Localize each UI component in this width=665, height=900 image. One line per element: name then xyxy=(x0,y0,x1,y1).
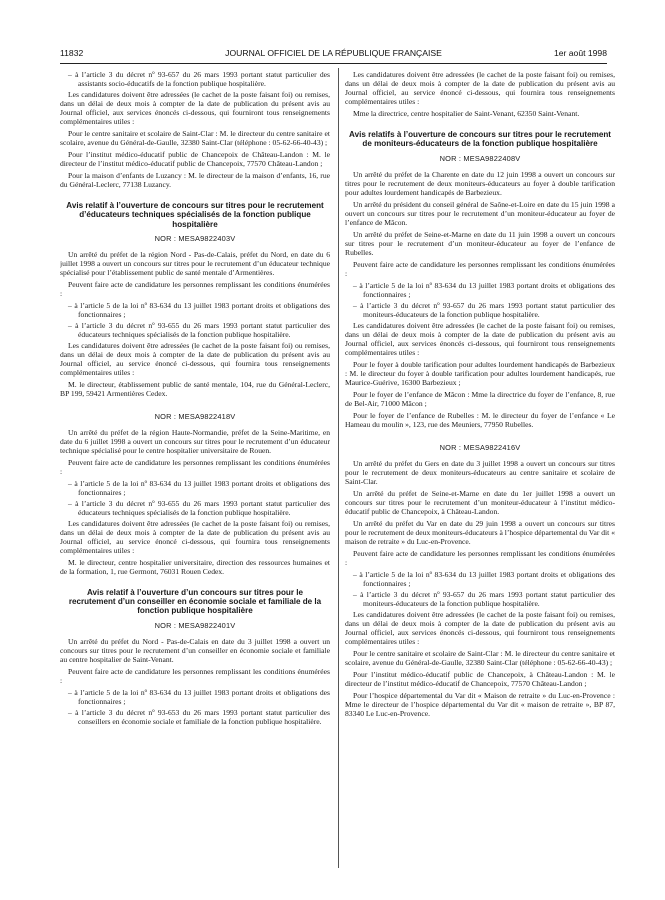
paragraph: Un arrêté du préfet du Gers en date du 3 juillet 1998 a ouvert un concours sur titres pour le recrutement de deux moniteurs-éducateurs au centre sanitaire et scolaire de Saint-Clar. xyxy=(345,458,615,486)
journal-title: JOURNAL OFFICIEL DE LA RÉPUBLIQUE FRANÇAISE xyxy=(225,48,442,58)
paragraph: Pour l’hospice départemental du Var dit « Maison de retraite » du Luc-en-Provence : Mme le directeur de l’hospice départemental du Var dit « maison de retraite », BP 87, 83340 Le Luc-en-Provence. xyxy=(345,690,615,718)
paragraph: Peuvent faire acte de candidature les personnes remplissant les conditions énumérées : xyxy=(60,457,330,476)
issue-date: 1er août 1998 xyxy=(553,48,607,58)
paragraph: Les candidatures doivent être adressées (le cachet de la poste faisant foi) ou remises, dans un délai de deux mois à compter de la date de publication du présent avis au Journal officiel, aux services énoncés ci-dessous, qui fourniront tous renseignements complémentaires utiles : xyxy=(345,320,615,357)
page-header xyxy=(60,48,607,62)
paragraph: Les candidatures doivent être adressées (le cachet de la poste faisant foi) ou remises, dans un délai de deux mois à compter de la date de publication du présent avis au Journal officiel, au service énoncé ci-dessous, qui fournira tous renseignements complémentaires utiles : xyxy=(345,70,615,106)
nor-reference: NOR : MESA9822401V xyxy=(154,620,236,630)
paragraph: Les candidatures doivent être adressées (le cachet de la poste faisant foi) ou remises, dans un délai de deux mois à compter de la date de publication du présent avis au Journal officiel, aux services énoncés ci-dessous, qui fourniront tous renseignements complémentaires utiles : xyxy=(60,90,330,126)
paragraph: Les candidatures doivent être adressées (le cachet de la poste faisant foi) ou remises, dans un délai de deux mois à compter de la date de publication du présent avis au Journal officiel, au service énoncé ci-dessous, qui fournira tous renseignements complémentaires utiles : xyxy=(60,340,330,377)
list-item: – à l’article 3 du décret nº 93-657 du 26 mars 1993 portant statut particulier des moniteurs-éducateurs de la fonction publique hospitalière. xyxy=(353,300,615,319)
page-number: 11832 xyxy=(60,48,84,58)
list-item: – à l’article 3 du décret nº 93-653 du 26 mars 1993 portant statut particulier des conseillers en économie sociale et familiale de la fonction publique hospitalière. xyxy=(68,707,330,726)
paragraph: M. le directeur, centre hospitalier universitaire, direction des ressources humaines et de la formation, 1, rue Germont, 76031 Rouen Cedex. xyxy=(60,557,330,576)
section-heading: Avis relatif à l’ouverture de concours sur titres pour le recrutement d’éducateurs techniques spécialisés de la fonction publique hospitalière xyxy=(66,201,324,229)
nor-reference: NOR : MESA9822403V xyxy=(154,233,236,243)
section-heading: Avis relatif à l’ouverture d’un concours sur titres pour le recrutement d’un conseiller en économie sociale et familiale de la fonction publique hospitalière xyxy=(68,587,322,616)
paragraph: Pour le foyer à double tarification pour adultes lourdement handicapés de Barbezieux : M. le directeur du foyer à double tarification pour adultes lourdement handicapés, rue Maurice-Guérive, 16300 Barbezieux ; xyxy=(345,359,615,387)
paragraph: Un arrêté du préfet de la région Haute-Normandie, préfet de la Seine-Maritime, en date du 6 juillet 1998 a ouvert un concours sur titres pour le recrutement d’un éducateur technique spécialisé pour le centre hospitalier universitaire de Rouen. xyxy=(60,427,330,455)
list-item: – à l’article 3 du décret nº 93-655 du 26 mars 1993 portant statut particulier des éducateurs techniques spécialisés de la fonction publique hospitalière. xyxy=(68,320,330,339)
list-item: – à l’article 5 de la loi nº 83-634 du 13 juillet 1983 portant droits et obligations des fonctionnaires ; xyxy=(353,569,615,588)
paragraph: Un arrêté du préfet du Var en date du 29 juin 1998 a ouvert un concours sur titres pour le recrutement de deux moniteurs-éducateurs à l’hospice départemental du Var dit « maison de retraite » du Luc-en-Provence. xyxy=(345,518,615,546)
paragraph: Les candidatures doivent être adressées (le cachet de la poste faisant foi) ou remises, dans un délai de deux mois à compter de la date de publication du présent avis au Journal officiel, aux services énoncés ci-dessous, qui fourniront tous renseignements complémentaires utiles : xyxy=(345,609,615,646)
paragraph: M. le directeur, établissement public de santé mentale, 104, rue du Général-Leclerc, BP 199, 59421 Armentières Cedex. xyxy=(60,379,330,398)
list-item: – à l’article 5 de la loi nº 83-634 du 13 juillet 1983 portant droits et obligations des fonctionnaires ; xyxy=(353,280,615,299)
section-heading: Avis relatifs à l’ouverture de concours sur titres pour le recrutement de moniteurs-éducateurs de la fonction publique hospitalière xyxy=(349,130,611,149)
nor-reference: NOR : MESA9822408V xyxy=(439,153,521,163)
left-column xyxy=(60,70,330,870)
paragraph: Pour l’institut médico-éducatif public de Chancepoix, à Château-Landon : M. le directeur de l’institut médico-éducatif de Chancepoix, 77570 Château-Landon ; xyxy=(345,669,615,688)
paragraph: Pour le foyer de l’enfance de Rubelles : M. le directeur du foyer de l’enfance « Le Hameau du moulin », 123, rue des Meuniers, 77950 Rubelles. xyxy=(345,410,615,429)
paragraph: Pour la maison d’enfants de Luzancy : M. le directeur de la maison d’enfants, 16, rue du Général-Leclerc, 77138 Luzancy. xyxy=(60,171,330,189)
paragraph: Peuvent faire acte de candidature les personnes remplissant les conditions énumérées : xyxy=(345,259,615,278)
paragraph: Pour le centre sanitaire et scolaire de Saint-Clar : M. le directeur du centre sanitaire et scolaire, avenue du Général-de-Gaulle, 32380 Saint-Clar (téléphone : 05-62-66-40-43) ; xyxy=(60,129,330,147)
list-item: – à l’article 5 de la loi nº 83-634 du 13 juillet 1983 portant droits et obligations des fonctionnaires ; xyxy=(68,687,330,706)
paragraph: Les candidatures doivent être adressées (le cachet de la poste faisant foi) ou remises, dans un délai de deux mois à compter de la date de publication du présent avis au Journal officiel, au service énoncé ci-dessous, qui fournira tous renseignements complémentaires utiles : xyxy=(60,518,330,555)
paragraph: Un arrêté du préfet du Nord - Pas-de-Calais en date du 3 juillet 1998 a ouvert un concours sur titres pour le recrutement d’un conseiller en économie sociale et familiale au centre hospitalier de Saint-Venant. xyxy=(60,636,330,664)
paragraph: Un arrêté du préfet de la Charente en date du 12 juin 1998 a ouvert un concours sur titres pour le recrutement de deux moniteurs-éducateurs au foyer à double tarification pour adultes lourdement handicapés de Barbezieux. xyxy=(345,169,615,197)
list-item: – à l’article 3 du décret nº 93-655 du 26 mars 1993 portant statut particulier des éducateurs techniques spécialisés de la fonction publique hospitalière. xyxy=(68,498,330,517)
paragraph: Pour le foyer de l’enfance de Mâcon : Mme la directrice du foyer de l’enfance, 8, rue de Bel-Air, 71000 Mâcon ; xyxy=(345,389,615,408)
paragraph: Un arrêté du préfet de Seine-et-Marne en date du 1er juillet 1998 a ouvert un concours sur titres pour le recrutement d’un moniteur-éducateur à l’institut médico-éducatif public de Chancepoix, à Château-Landon. xyxy=(345,488,615,516)
paragraph: Peuvent faire acte de candidature les personnes remplissant les conditions énumérées : xyxy=(345,548,615,567)
column-divider xyxy=(338,68,339,868)
paragraph: Mme la directrice, centre hospitalier de Saint-Venant, 62350 Saint-Venant. xyxy=(353,109,580,118)
paragraph: Un arrêté du préfet de la région Nord - Pas-de-Calais, préfet du Nord, en date du 6 juillet 1998 a ouvert un concours sur titres pour le recrutement d’un éducateur technique spécialisé pour l’établissement public de santé mentale d’Armentières. xyxy=(60,249,330,277)
list-item: – à l’article 5 de la loi nº 83-634 du 13 juillet 1983 portant droits et obligations des fonctionnaires ; xyxy=(68,300,330,319)
right-column xyxy=(345,70,615,870)
paragraph: Pour l’institut médico-éducatif public de Chancepoix de Château-Landon : M. le directeur de l’institut médico-éducatif public de Chancepoix, 77570 Château-Landon ; xyxy=(60,150,330,168)
paragraph: Un arrêté du président du conseil général de Saône-et-Loire en date du 15 juin 1998 a ouvert un concours sur titres pour le recrutement d’un moniteur-éducateur au foyer de l’enfance de Mâcon. xyxy=(345,199,615,227)
list-item: – à l’article 3 du décret nº 93-657 du 26 mars 1993 portant statut particulier des moniteurs-éducateurs de la fonction publique hospitalière. xyxy=(353,589,615,608)
header-rule xyxy=(60,63,607,64)
paragraph: Peuvent faire acte de candidature les personnes remplissant les conditions énumérées : xyxy=(60,279,330,298)
paragraph: Peuvent faire acte de candidature les personnes remplissant les conditions énumérées : xyxy=(60,666,330,685)
list-item: – à l’article 5 de la loi nº 83-634 du 13 juillet 1983 portant droits et obligations des fonctionnaires ; xyxy=(68,478,330,497)
nor-reference: NOR : MESA9822416V xyxy=(439,442,521,452)
nor-reference: NOR : MESA9822418V xyxy=(154,411,236,421)
paragraph: Pour le centre sanitaire et scolaire de Saint-Clar : M. le directeur du centre sanitaire et scolaire, avenue du Général-de-Gaulle, 32380 Saint-Clar (téléphone : 05-62-66-40-43) ; xyxy=(345,648,615,667)
paragraph: Un arrêté du préfet de Seine-et-Marne en date du 11 juin 1998 a ouvert un concours sur titres pour le recrutement d’un moniteur-éducateur au foyer de l’enfance de Rubelles. xyxy=(345,229,615,257)
list-item: – à l’article 3 du décret nº 93-657 du 26 mars 1993 portant statut particulier des assistants socio-éducatifs de la fonction publique hospitalière. xyxy=(68,70,330,88)
